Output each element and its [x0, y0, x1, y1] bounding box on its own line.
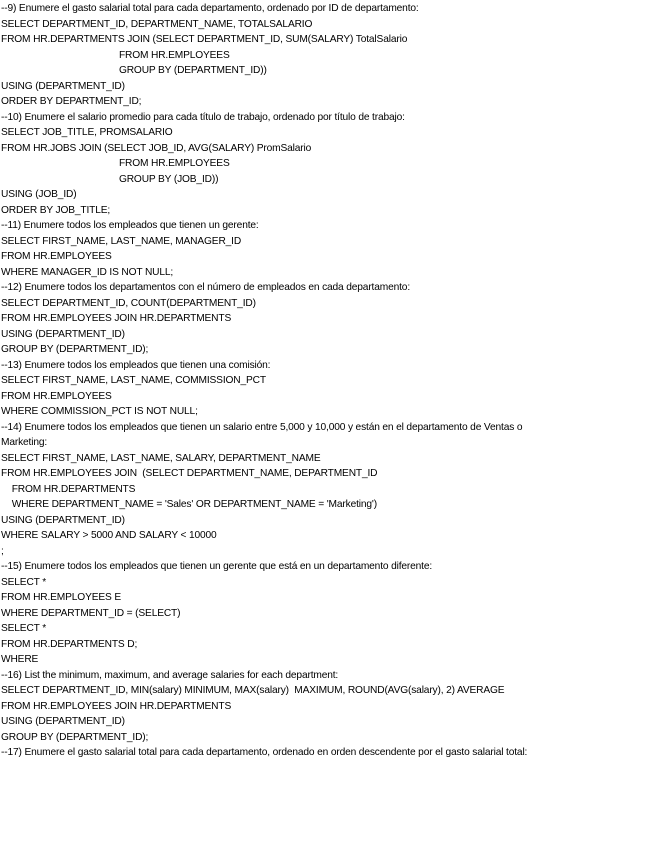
sql-line: USING (DEPARTMENT_ID) [1, 80, 125, 92]
sql-line: USING (DEPARTMENT_ID) [1, 716, 125, 727]
comment-line: --13) Enumere todos los empleados que tienen una comisión: [1, 359, 271, 371]
sql-line: GROUP BY (JOB_ID)) [1, 173, 219, 185]
comment-line: --10) Enumere el salario promedio para cada título de trabajo, ordenado por título de trabajo: [1, 111, 405, 123]
sql-line: FROM HR.EMPLOYEES JOIN HR.DEPARTMENTS [1, 700, 232, 712]
sql-line: WHERE MANAGER_ID IS NOT NULL; [1, 266, 174, 278]
sql-line: SELECT DEPARTMENT_ID, COUNT(DEPARTMENT_ID) [1, 297, 256, 309]
sql-line: ORDER BY DEPARTMENT_ID; [1, 96, 142, 107]
sql-line: WHERE [1, 654, 39, 665]
sql-line: ; [1, 545, 4, 557]
comment-line: --17) Enumere el gasto salarial total para cada departamento, ordenado en orden descendente por el gasto salarial total: [1, 747, 528, 758]
sql-line: SELECT FIRST_NAME, LAST_NAME, COMMISSION_PCT [1, 375, 266, 386]
comment-line: Marketing: [1, 437, 48, 448]
comment-line: --14) Enumere todos los empleados que tienen un salario entre 5,000 y 10,000 y están en el departamento de Ventas o [1, 421, 523, 433]
sql-line: USING (DEPARTMENT_ID) [1, 328, 125, 340]
comment-line: --12) Enumere todos los departamentos con el número de empleados en cada departamento: [1, 282, 411, 293]
sql-line: FROM HR.EMPLOYEES [1, 158, 230, 169]
comment-line: --16) List the minimum, maximum, and average salaries for each department: [1, 669, 339, 681]
sql-line: FROM HR.EMPLOYEES JOIN HR.DEPARTMENTS [1, 313, 232, 324]
sql-line: FROM HR.EMPLOYEES [1, 251, 112, 262]
sql-line: SELECT * [1, 623, 47, 634]
comment-line: --11) Enumere todos los empleados que tienen un gerente: [1, 220, 259, 231]
sql-line: FROM HR.EMPLOYEES E [1, 592, 121, 603]
sql-line: FROM HR.DEPARTMENTS [1, 483, 136, 495]
sql-line: USING (DEPARTMENT_ID) [1, 514, 125, 526]
sql-line: FROM HR.DEPARTMENTS JOIN (SELECT DEPARTMENT_ID, SUM(SALARY) TotalSalario [1, 34, 408, 45]
sql-line: ORDER BY JOB_TITLE; [1, 204, 111, 216]
sql-line: WHERE COMMISSION_PCT IS NOT NULL; [1, 406, 198, 417]
sql-line: WHERE DEPARTMENT_NAME = 'Sales' OR DEPARTMENT_NAME = 'Marketing') [1, 499, 377, 510]
sql-line: FROM HR.EMPLOYEES JOIN (SELECT DEPARTMENT_NAME, DEPARTMENT_ID [1, 468, 378, 479]
sql-line: FROM HR.JOBS JOIN (SELECT JOB_ID, AVG(SALARY) PromSalario [1, 142, 312, 154]
sql-line: SELECT FIRST_NAME, LAST_NAME, SALARY, DEPARTMENT_NAME [1, 452, 321, 464]
comment-line: --15) Enumere todos los empleados que tienen un gerente que está en un departamento diferente: [1, 561, 433, 572]
sql-line: SELECT DEPARTMENT_ID, DEPARTMENT_NAME, TOTALSALARIO [1, 18, 313, 30]
sql-line: GROUP BY (DEPARTMENT_ID); [1, 731, 149, 743]
sql-line: GROUP BY (DEPARTMENT_ID)) [1, 65, 267, 76]
comment-line: --9) Enumere el gasto salarial total para cada departamento, ordenado por ID de departamento: [1, 3, 419, 14]
sql-line: SELECT * [1, 576, 47, 588]
sql-line: WHERE DEPARTMENT_ID = (SELECT) [1, 607, 181, 619]
sql-line: GROUP BY (DEPARTMENT_ID); [1, 344, 149, 355]
sql-line: FROM HR.DEPARTMENTS D; [1, 638, 138, 650]
sql-line: WHERE SALARY > 5000 AND SALARY < 10000 [1, 530, 217, 541]
sql-line: FROM HR.EMPLOYEES [1, 390, 112, 402]
sql-line: SELECT FIRST_NAME, LAST_NAME, MANAGER_ID [1, 235, 242, 247]
sql-line: SELECT JOB_TITLE, PROMSALARIO [1, 127, 173, 138]
sql-line: USING (JOB_ID) [1, 189, 77, 200]
sql-line: SELECT DEPARTMENT_ID, MIN(salary) MINIMUM, MAX(salary) MAXIMUM, ROUND(AVG(salary), 2) AVERAGE [1, 685, 505, 696]
sql-line: FROM HR.EMPLOYEES [1, 49, 230, 61]
